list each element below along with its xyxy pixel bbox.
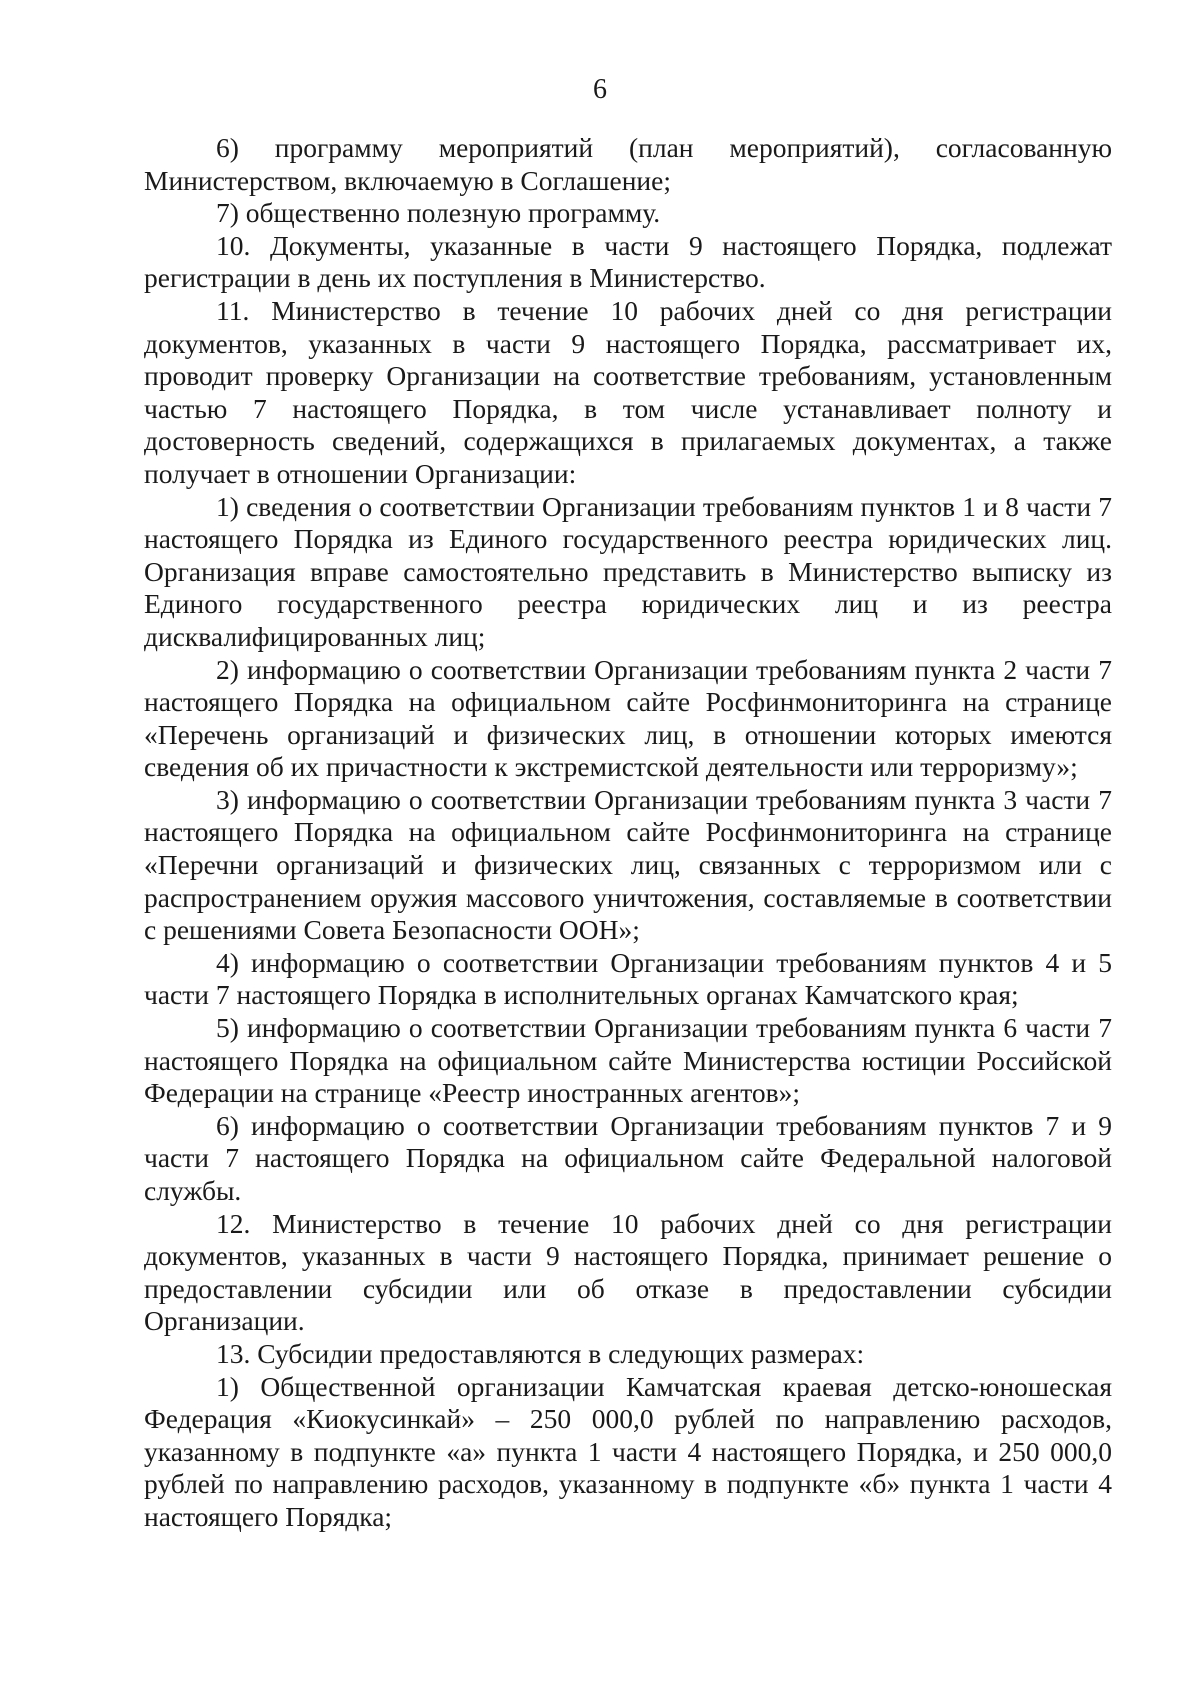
paragraph: 11. Министерство в течение 10 рабочих дней со дня регистрации документов, указанных в части 9 настоящего Порядка, рассматривает их, проводит проверку Организации на соответствие требованиям, установленным частью 7 настоящего Порядка, в том числе устанавливает полноту и достоверность сведений, содержащихся в прилагаемых документах, а также получает в отношении Организации: <box>144 294 1112 489</box>
paragraph: 12. Министерство в течение 10 рабочих дней со дня регистрации документов, указанных в части 9 настоящего Порядка, принимает решение о предоставлении субсидии или об отказе в предоставлении субсидии Организации. <box>144 1207 1112 1337</box>
paragraph: 3) информацию о соответствии Организации требованиям пункта 3 части 7 настоящего Порядка на официальном сайте Росфинмониторинга на странице «Перечни организаций и физических лиц, связанных с терроризмом или с распространением оружия массового уничтожения, составляемые в соответствии с решениями Совета Безопасности ООН»; <box>144 783 1112 946</box>
paragraph: 13. Субсидии предоставляются в следующих размерах: <box>216 1337 865 1369</box>
paragraph: 1) сведения о соответствии Организации требованиям пунктов 1 и 8 части 7 настоящего Порядка из Единого государственного реестра юридических лиц. Организация вправе самостоятельно представить в Министерство выписку из Единого государственного реестра юридических лиц и из реестра дисквалифицированных лиц; <box>144 490 1112 652</box>
paragraph: 7) общественно полезную программу. <box>216 197 661 229</box>
paragraph: 6) информацию о соответствии Организации требованиям пунктов 7 и 9 части 7 настоящего Порядка на официальном сайте Федеральной налоговой службы. <box>144 1109 1112 1206</box>
paragraph: 10. Документы, указанные в части 9 настоящего Порядка, подлежат регистрации в день их поступления в Министерство. <box>144 229 1112 294</box>
page-number: 6 <box>593 74 607 105</box>
paragraph: 2) информацию о соответствии Организации требованиям пункта 2 части 7 настоящего Порядка на официальном сайте Росфинмониторинга на странице «Перечень организаций и физических лиц, в отношении которых имеются сведения об их причастности к экстремистской деятельности или терроризму»; <box>144 653 1112 783</box>
paragraph: 5) информацию о соответствии Организации требованиям пункта 6 части 7 настоящего Порядка на официальном сайте Министерства юстиции Российской Федерации на странице «Реестр иностранных агентов»; <box>144 1012 1112 1109</box>
paragraph: 1) Общественной организации Камчатская краевая детско-юношеская Федерация «Киокусинкай» – 250 000,0 рублей по направлению расходов, указанному в подпункте «а» пункта 1 части 4 настоящего Порядка, и 250 000,0 рублей по направлению расходов, указанному в подпункте «б» пункта 1 части 4 настоящего Порядка; <box>144 1370 1112 1532</box>
paragraph: 6) программу мероприятий (план мероприятий), согласованную Министерством, включаемую в Соглашение; <box>144 132 1112 196</box>
document-body <box>144 132 1112 1534</box>
paragraph: 4) информацию о соответствии Организации требованиям пунктов 4 и 5 части 7 настоящего Порядка в исполнительных органах Камчатского края; <box>144 946 1112 1011</box>
